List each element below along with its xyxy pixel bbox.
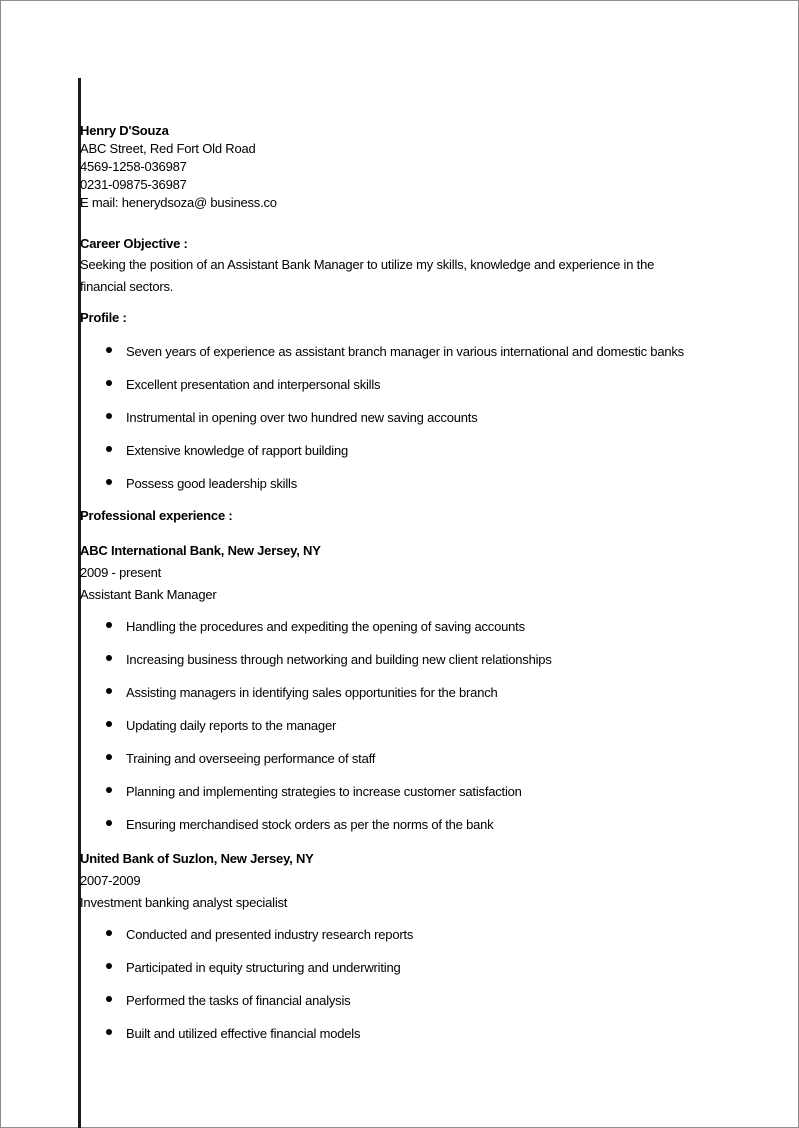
duties-list: [80, 925, 780, 1057]
job-title: Investment banking analyst specialist: [80, 895, 288, 910]
bullet-icon: [106, 655, 112, 661]
job-entry: [80, 540, 780, 848]
phone-line-2: 0231-09875-36987: [80, 177, 187, 192]
contact-block: [80, 122, 780, 212]
bullet-icon: [106, 996, 112, 1002]
job-period: 2009 - present: [80, 565, 162, 580]
employer-name: ABC International Bank, New Jersey, NY: [80, 543, 321, 558]
objective-section: [80, 236, 780, 298]
bullet-icon: [106, 721, 112, 727]
profile-section: [80, 309, 780, 507]
candidate-name: Henry D'Souza: [80, 123, 169, 138]
job-entry: [80, 848, 780, 1057]
resume-body: [80, 122, 780, 1057]
list-item: Planning and implementing strategies to increase customer satisfaction: [80, 782, 780, 815]
experience-heading: Professional experience :: [80, 508, 233, 523]
bullet-icon: [106, 479, 112, 485]
list-item: Excellent presentation and interpersonal skills: [80, 375, 780, 408]
bullet-icon: [106, 446, 112, 452]
list-item: Updating daily reports to the manager: [80, 716, 780, 749]
bullet-icon: [106, 688, 112, 694]
bullet-icon: [106, 380, 112, 386]
list-item: Seven years of experience as assistant branch manager in various international and domestic banks: [80, 342, 780, 375]
objective-heading: Career Objective :: [80, 236, 188, 251]
profile-list: [80, 342, 780, 507]
duties-list: [80, 617, 780, 848]
bullet-icon: [106, 930, 112, 936]
list-item: Possess good leadership skills: [80, 474, 780, 507]
list-item: Performed the tasks of financial analysis: [80, 991, 780, 1024]
employer-name: United Bank of Suzlon, New Jersey, NY: [80, 851, 314, 866]
bullet-icon: [106, 754, 112, 760]
bullet-icon: [106, 347, 112, 353]
list-item: Extensive knowledge of rapport building: [80, 441, 780, 474]
list-item: Training and overseeing performance of staff: [80, 749, 780, 782]
profile-heading: Profile :: [80, 310, 127, 325]
bullet-icon: [106, 1029, 112, 1035]
phone-line-1: 4569-1258-036987: [80, 159, 187, 174]
list-item: Instrumental in opening over two hundred new saving accounts: [80, 408, 780, 441]
list-item: Increasing business through networking and building new client relationships: [80, 650, 780, 683]
bullet-icon: [106, 622, 112, 628]
bullet-icon: [106, 820, 112, 826]
objective-text-line-1: Seeking the position of an Assistant Bank Manager to utilize my skills, knowledge and experience in the: [80, 257, 655, 272]
list-item: Participated in equity structuring and underwriting: [80, 958, 780, 991]
bullet-icon: [106, 413, 112, 419]
bullet-icon: [106, 963, 112, 969]
list-item: Conducted and presented industry research reports: [80, 925, 780, 958]
list-item: Built and utilized effective financial models: [80, 1024, 780, 1057]
list-item: Handling the procedures and expediting the opening of saving accounts: [80, 617, 780, 650]
list-item: Assisting managers in identifying sales opportunities for the branch: [80, 683, 780, 716]
address-line: ABC Street, Red Fort Old Road: [80, 141, 256, 156]
experience-section: [80, 507, 780, 1057]
list-item: Ensuring merchandised stock orders as per the norms of the bank: [80, 815, 780, 848]
objective-text-line-2: financial sectors.: [80, 279, 174, 294]
job-period: 2007-2009: [80, 873, 141, 888]
bullet-icon: [106, 787, 112, 793]
job-title: Assistant Bank Manager: [80, 587, 217, 602]
email-line: E mail: henerydsoza@ business.co: [80, 195, 277, 210]
